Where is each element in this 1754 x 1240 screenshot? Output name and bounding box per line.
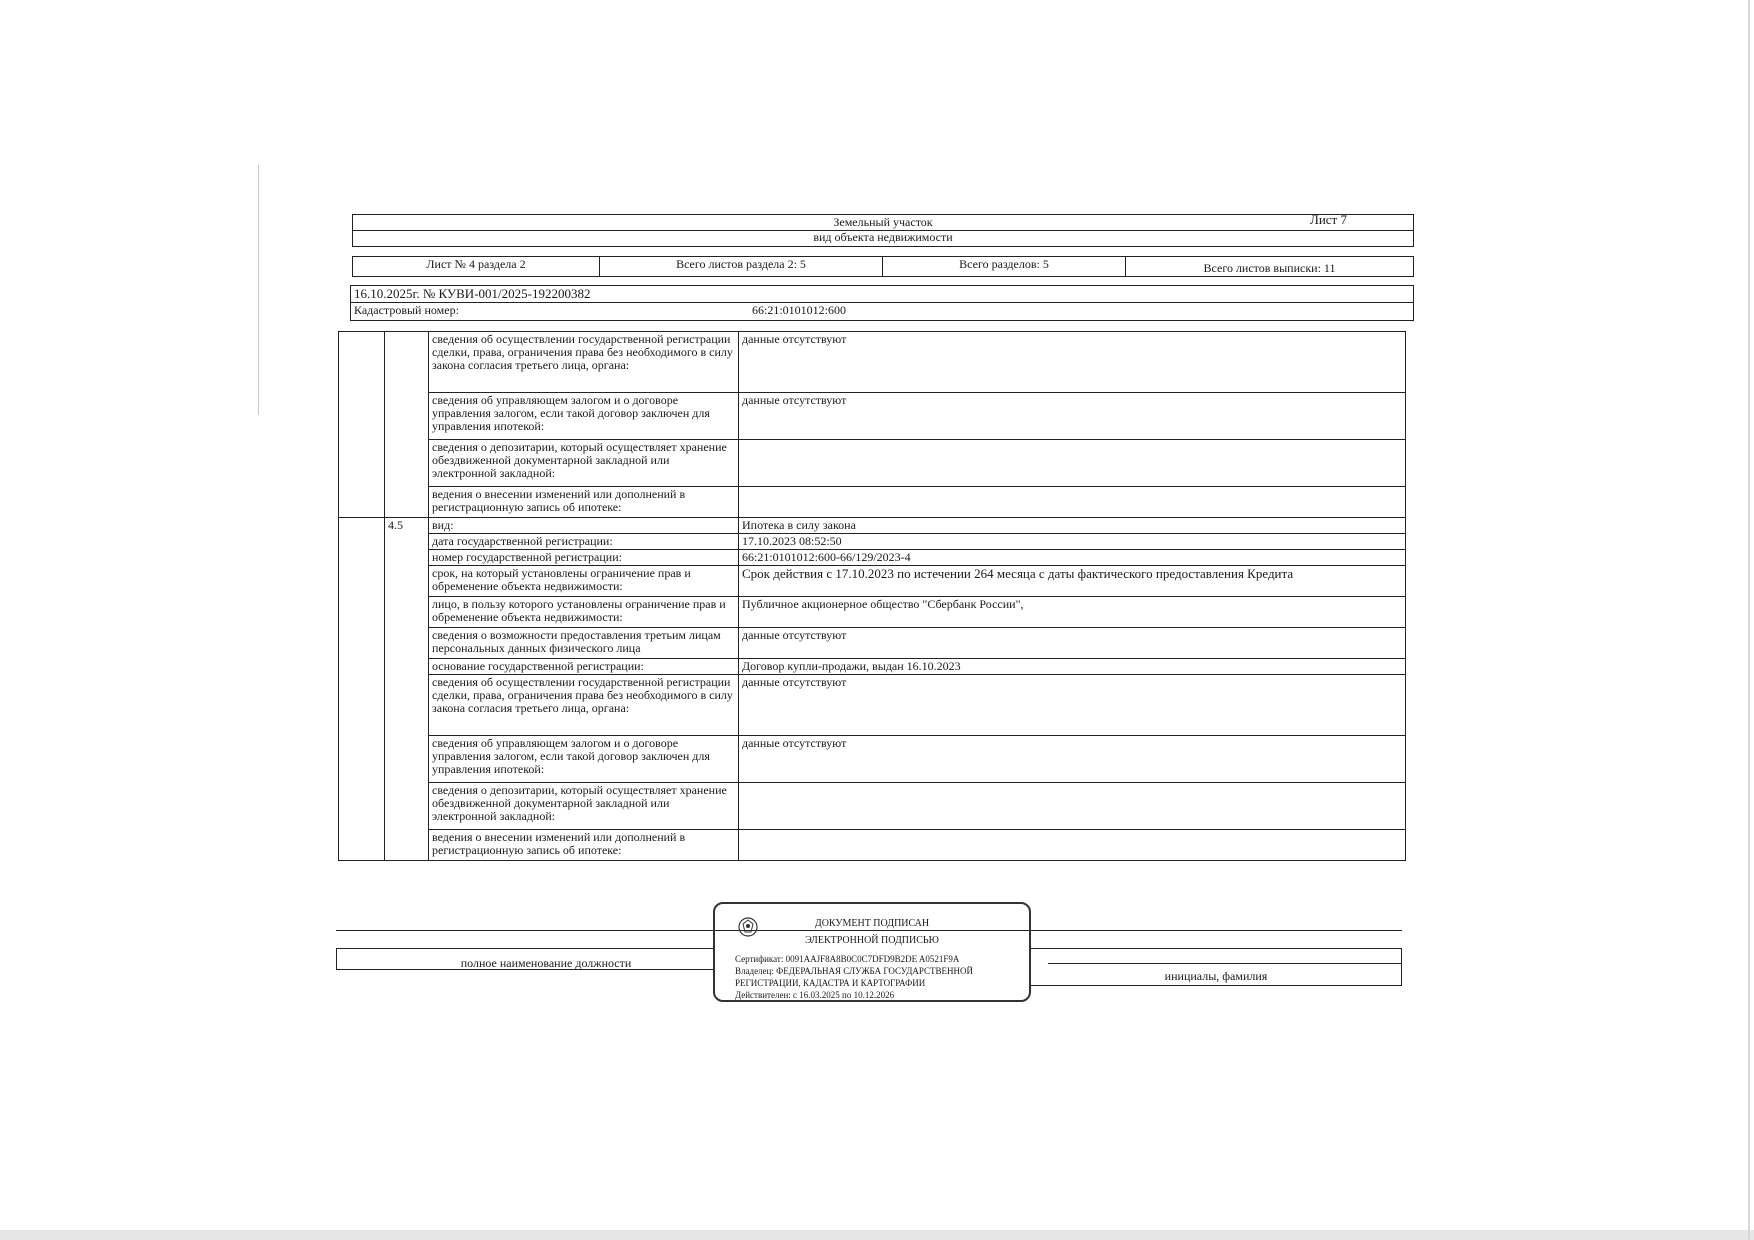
- row-label: сведения о возможности предоставления третьим лицам персональных данных физического лица: [429, 628, 739, 659]
- row-label: сведения о депозитарии, который осуществляет хранение обездвиженной документарной закладной или электронной закладной:: [429, 783, 739, 830]
- row-value: Срок действия с 17.10.2023 по истечении 264 месяца с даты фактического предоставления Кредита: [739, 566, 1406, 597]
- table-row: [339, 518, 1406, 534]
- table-row: [339, 659, 1406, 675]
- position-label: полное наименование должности: [460, 956, 632, 970]
- table-row: [339, 783, 1406, 830]
- row-label: ведения о внесении изменений или дополнений в регистрационную запись об ипотеке:: [429, 830, 739, 861]
- row-label: сведения об осуществлении государственной регистрации сделки, права, ограничения права без необходимого в силу закона согласия третьего лица, органа:: [429, 332, 739, 393]
- row-value: данные отсутствуют: [739, 628, 1406, 659]
- blank-col-a: [339, 332, 385, 518]
- row-label: лицо, в пользу которого установлены ограничение прав и обременение объекта недвижимости:: [429, 597, 739, 628]
- footer-right-inner-line: [1048, 963, 1402, 964]
- object-kind-label: вид объекта недвижимости: [813, 230, 953, 244]
- row-value: [739, 783, 1406, 830]
- row-value: [739, 487, 1406, 518]
- scan-right-edge: [1748, 0, 1750, 1240]
- row-label: сведения о депозитарии, который осуществляет хранение обездвиженной документарной закладной или электронной закладной:: [429, 440, 739, 487]
- table-row: [339, 534, 1406, 550]
- total-sections: Всего разделов: 5: [883, 257, 1126, 277]
- row-value: Договор купли-продажи, выдан 16.10.2023: [739, 659, 1406, 675]
- table-row: [339, 440, 1406, 487]
- object-type-row: [352, 214, 1414, 231]
- row-value: Ипотека в силу закона: [739, 518, 1406, 534]
- object-kind-row: [352, 230, 1414, 247]
- section-sheet: Лист № 4 раздела 2: [353, 257, 600, 277]
- table-row: [339, 393, 1406, 440]
- sheet-info-table: [352, 256, 1414, 277]
- row-label: сведения об управляющем залогом и о договоре управления залогом, если такой договор заключен для управления ипотекой:: [429, 393, 739, 440]
- blank-col-b: [385, 332, 429, 518]
- e-signature-stamp: [713, 902, 1031, 1002]
- scan-edge-line: [258, 165, 259, 415]
- row-label: ведения о внесении изменений или дополнений в регистрационную запись об ипотеке:: [429, 487, 739, 518]
- table-row: [339, 566, 1406, 597]
- total-extract-sheets: Всего листов выписки: 11: [1126, 257, 1414, 277]
- row-value: данные отсутствуют: [739, 332, 1406, 393]
- name-label: инициалы, фамилия: [1164, 969, 1268, 983]
- table-row: [339, 830, 1406, 861]
- row-label: дата государственной регистрации:: [429, 534, 739, 550]
- item-number: 4.5: [385, 518, 429, 861]
- table-row: [339, 550, 1406, 566]
- row-value: 66:21:0101012:600-66/129/2023-4: [739, 550, 1406, 566]
- stamp-line-2: ЭЛЕКТРОННОЙ ПОДПИСЬЮ: [805, 935, 939, 946]
- cadastral-number-row: [350, 302, 1414, 321]
- cadastral-value: 66:21:0101012:600: [749, 303, 1414, 321]
- row-label: номер государственной регистрации:: [429, 550, 739, 566]
- scan-bottom-band: [0, 1230, 1754, 1240]
- row-value: [739, 440, 1406, 487]
- row-value: данные отсутствуют: [739, 393, 1406, 440]
- table-row: [339, 736, 1406, 783]
- row-label: сведения об осуществлении государственной регистрации сделки, права, ограничения права без необходимого в силу закона согласия третьего лица, органа:: [429, 675, 739, 736]
- blank-col-a: [339, 518, 385, 861]
- row-label: сведения об управляющем залогом и о договоре управления залогом, если такой договор заключен для управления ипотекой:: [429, 736, 739, 783]
- row-value: данные отсутствуют: [739, 675, 1406, 736]
- stamp-owner-2: РЕГИСТРАЦИИ, КАДАСТРА И КАРТОГРАФИИ: [735, 978, 926, 988]
- table-row: [339, 675, 1406, 736]
- row-value: Публичное акционерное общество "Сбербанк России",: [739, 597, 1406, 628]
- total-section-sheets: Всего листов раздела 2: 5: [600, 257, 883, 277]
- stamp-validity: Действителен: с 16.03.2025 по 10.12.2026: [735, 990, 895, 1000]
- sheet-number: Лист 7: [1310, 212, 1347, 227]
- row-label: вид:: [429, 518, 739, 534]
- table-row: [339, 597, 1406, 628]
- row-label: срок, на который установлены ограничение прав и обременение объекта недвижимости:: [429, 566, 739, 597]
- stamp-certificate: Сертификат: 0091AAJF8A8B0C0C7DFD9B2DE A0521F9A: [735, 954, 960, 964]
- table-row: [339, 628, 1406, 659]
- object-type: Земельный участок: [833, 215, 933, 229]
- table-row: [339, 487, 1406, 518]
- cadastral-label: Кадастровый номер:: [351, 303, 750, 321]
- stamp-line-1: ДОКУМЕНТ ПОДПИСАН: [814, 918, 930, 929]
- row-value: данные отсутствуют: [739, 736, 1406, 783]
- row-label: основание государственной регистрации:: [429, 659, 739, 675]
- extract-reference: 16.10.2025г. № КУВИ-001/2025-192200382: [350, 285, 1414, 303]
- row-value: [739, 830, 1406, 861]
- table-row: [339, 332, 1406, 393]
- row-value: 17.10.2023 08:52:50: [739, 534, 1406, 550]
- stamp-owner: Владелец: ФЕДЕРАЛЬНАЯ СЛУЖБА ГОСУДАРСТВЕННОЙ: [735, 966, 974, 976]
- encumbrance-table: [338, 331, 1406, 861]
